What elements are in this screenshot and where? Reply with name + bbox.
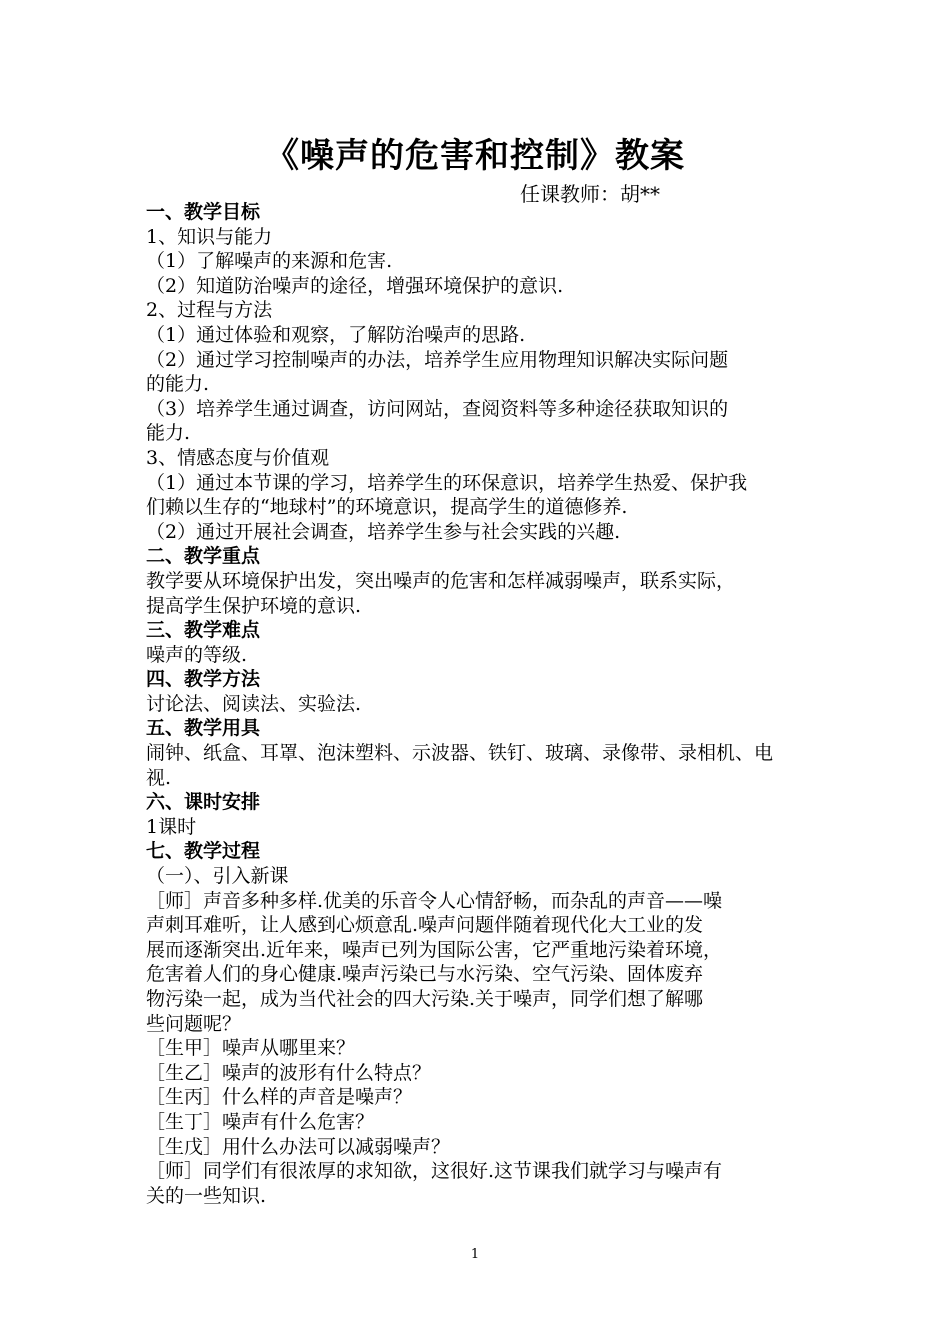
section-heading: 五、教学用具 — [146, 717, 261, 740]
text-line: 1、知识与能力 — [146, 225, 273, 248]
text-line: 关的一些知识. — [146, 1184, 267, 1207]
text-line: ［生丙］什么样的声音是噪声？ — [146, 1086, 413, 1109]
text-line: 3、情感态度与价值观 — [146, 446, 330, 469]
text-line: ［生丁］噪声有什么危害？ — [146, 1110, 375, 1133]
text-line: ［师］声音多种多样.优美的乐音令人心情舒畅，而杂乱的声音——噪 — [146, 889, 723, 912]
section-heading: 四、教学方法 — [146, 668, 261, 691]
text-line: （2）通过学习控制噪声的办法，培养学生应用物理知识解决实际问题 — [146, 348, 729, 371]
text-line: ［师］同学们有很浓厚的求知欲，这很好.这节课我们就学习与噪声有 — [146, 1160, 723, 1183]
section-heading: 一、教学目标 — [146, 201, 261, 223]
text-line: 物污染一起，成为当代社会的四大污染.关于噪声，同学们想了解哪 — [146, 988, 704, 1010]
text-line: ［生乙］噪声的波形有什么特点？ — [146, 1061, 432, 1084]
text-line: 展而逐渐突出.近年来，噪声已列为国际公害，它严重地污染着环境， — [146, 938, 723, 961]
text-line: 些问题呢？ — [146, 1012, 242, 1035]
text-line: 讨论法、阅读法、实验法. — [146, 692, 362, 715]
section-heading: 二、教学重点 — [146, 545, 261, 568]
section-heading: 七、教学过程 — [146, 840, 261, 863]
text-line: （3）培养学生通过调查，访问网站，查阅资料等多种途径获取知识的 — [146, 397, 729, 420]
page-number: 1 — [470, 1247, 480, 1262]
text-line: 视. — [146, 766, 172, 789]
text-line: 闹钟、纸盒、耳罩、泡沫塑料、示波器、铁钉、玻璃、录像带、录相机、电 — [146, 742, 774, 765]
text-line: 2、过程与方法 — [146, 299, 273, 322]
text-line: （1）通过体验和观察，了解防治噪声的思路. — [146, 323, 526, 346]
document-title: 《噪声的危害和控制》教案 — [265, 136, 685, 176]
text-line: 提高学生保护环境的意识. — [146, 594, 362, 617]
text-line: ［生甲］噪声从哪里来？ — [146, 1037, 356, 1060]
section-heading: 六、课时安排 — [146, 791, 261, 814]
document-body — [146, 200, 818, 1208]
text-line: 1课时 — [146, 815, 197, 838]
text-line: 们赖以生存的“地球村”的环境意识，提高学生的道德修养. — [146, 496, 628, 519]
text-line: （一）、引入新课 — [146, 865, 289, 888]
text-line: （2）知道防治噪声的途径，增强环境保护的意识. — [146, 274, 564, 297]
text-line: 危害着人们的身心健康.噪声污染已与水污染、空气污染、固体废弃 — [146, 963, 704, 986]
section-heading: 三、教学难点 — [146, 619, 261, 642]
text-line: （1）了解噪声的来源和危害. — [146, 250, 393, 273]
text-line: （2）通过开展社会调查，培养学生参与社会实践的兴趣. — [146, 520, 621, 543]
text-line: （1）通过本节课的学习，培养学生的环保意识，培养学生热爱、保护我 — [146, 471, 748, 494]
text-line: 的能力. — [146, 373, 210, 396]
text-line: 声刺耳难听，让人感到心烦意乱.噪声问题伴随着现代化大工业的发 — [146, 914, 704, 937]
text-line: 教学要从环境保护出发，突出噪声的危害和怎样减弱噪声，联系实际， — [146, 569, 736, 592]
text-line: ［生戊］用什么办法可以减弱噪声？ — [146, 1135, 451, 1158]
text-line: 噪声的等级. — [146, 643, 248, 666]
teacher-name: 任课教师：胡** — [520, 182, 660, 206]
text-line: 能力. — [146, 422, 191, 445]
